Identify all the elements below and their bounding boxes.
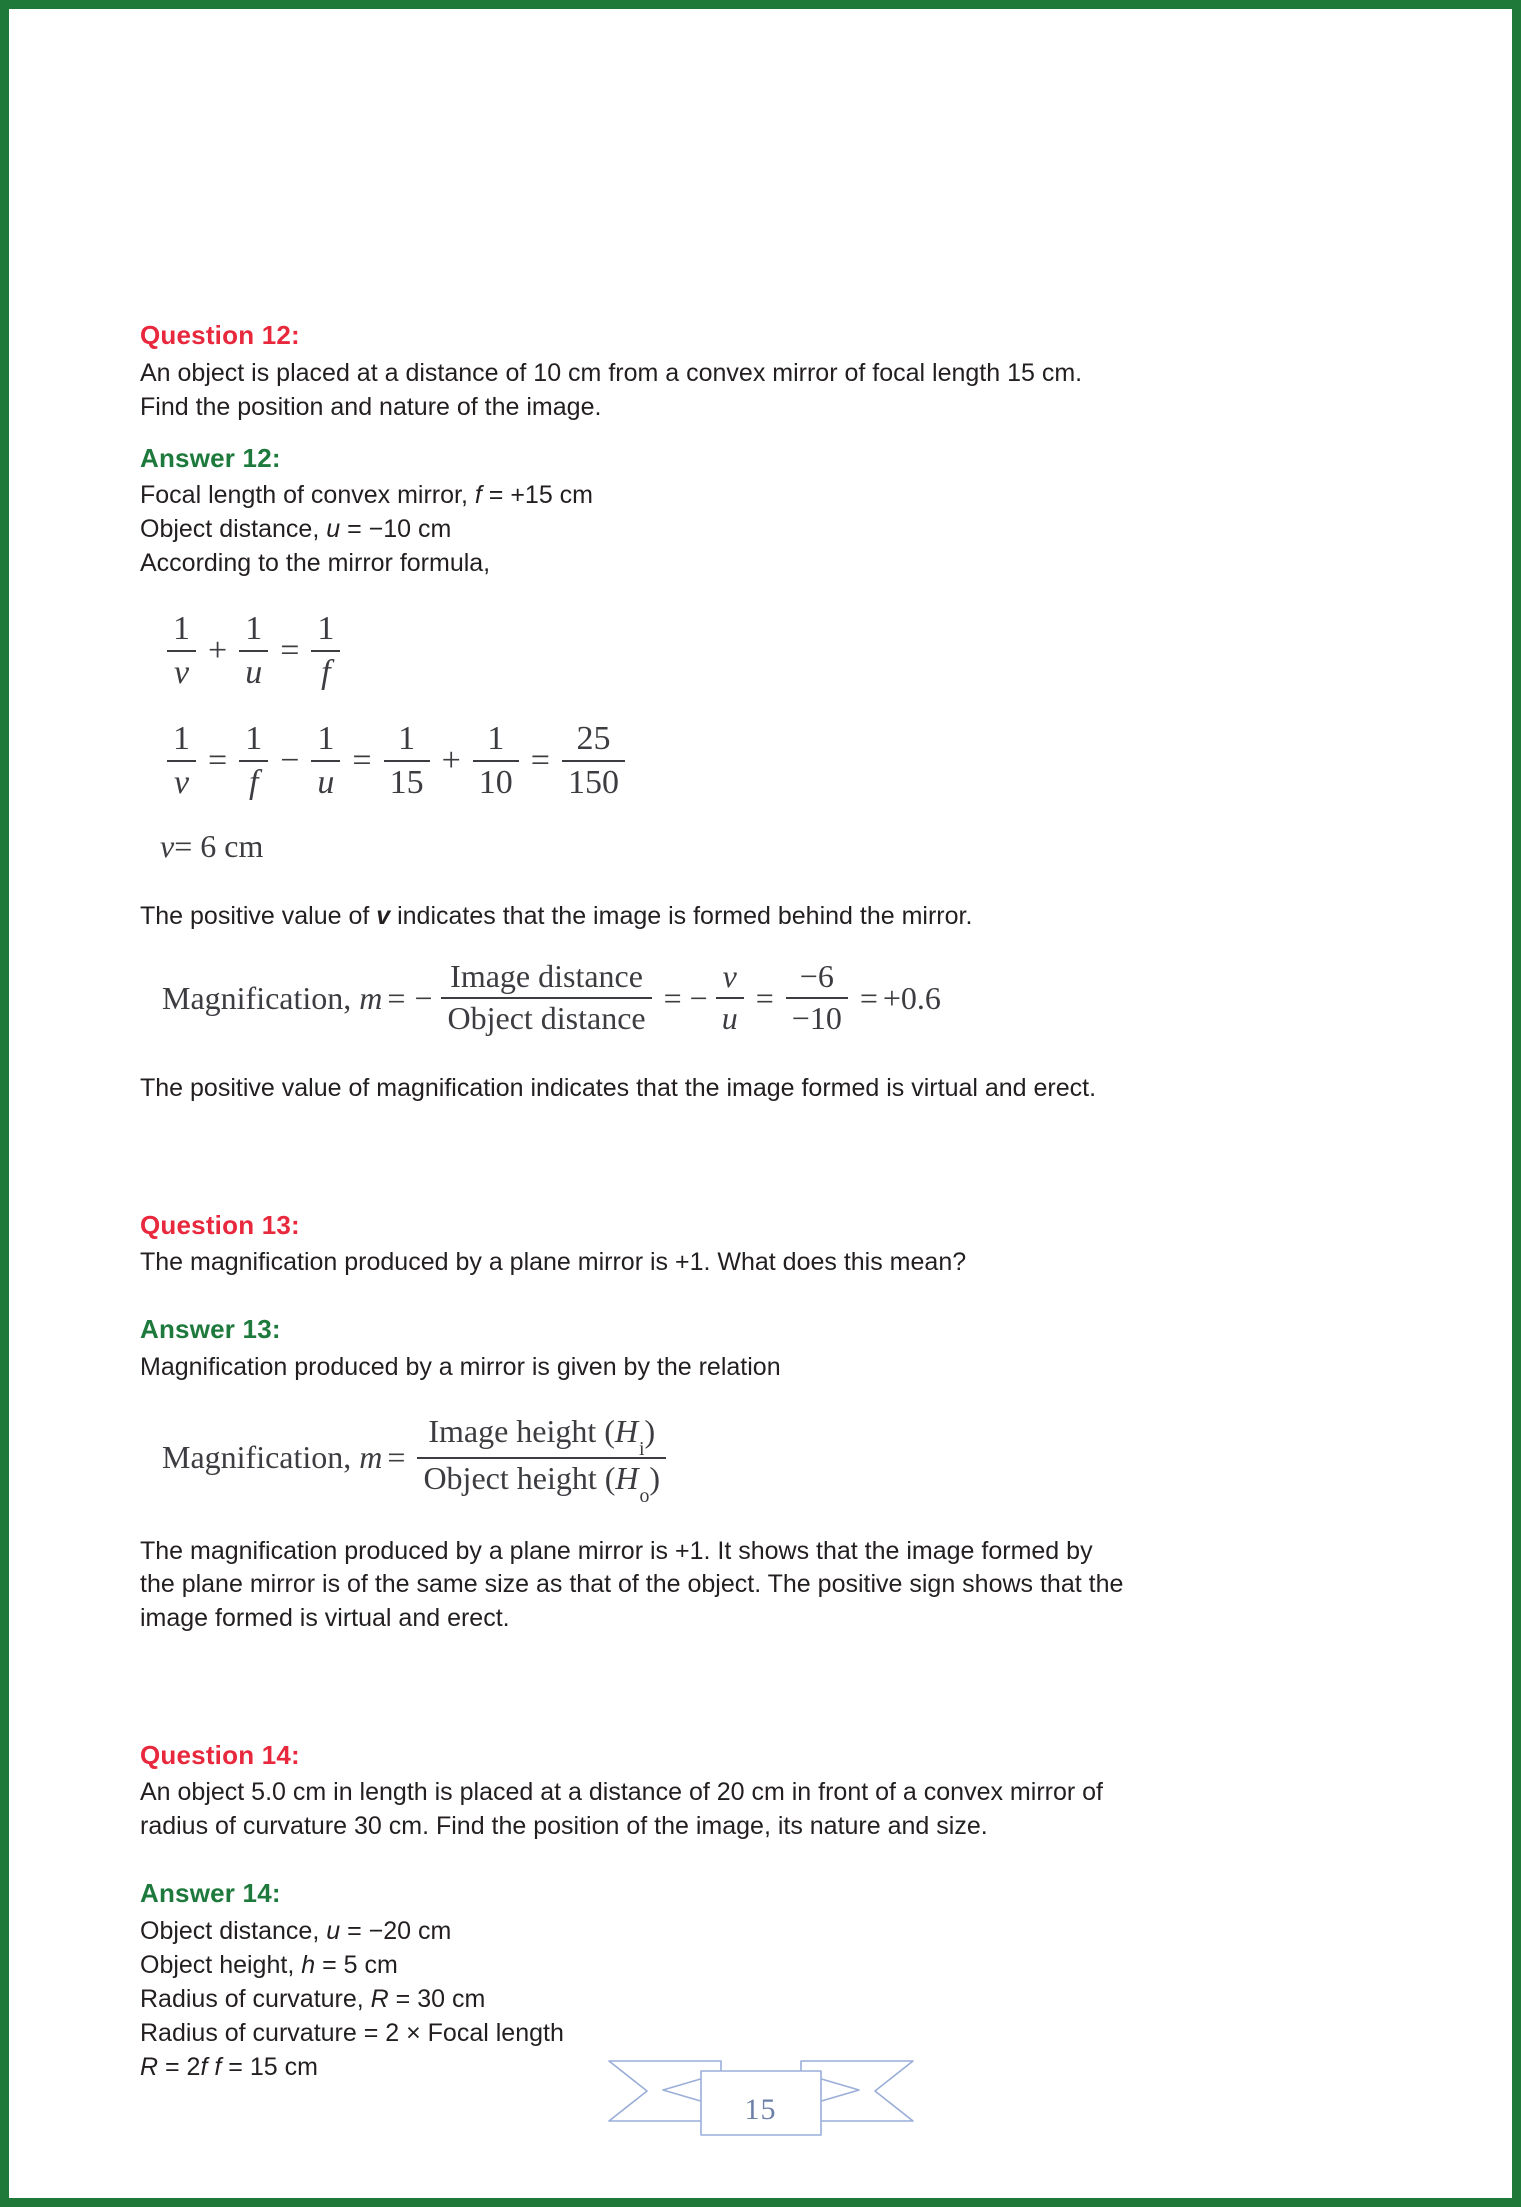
mirror-formula-substitution: [160, 720, 1405, 802]
radius-value: = 30 cm: [388, 1984, 486, 2013]
answer-13-intro: Magnification produced by a mirror is given by the relation: [140, 1352, 781, 1381]
equals-operator-3: =: [530, 742, 550, 780]
question-12-text-line-1: An object is placed at a distance of 10 cm from a convex mirror of focal length 15 cm.: [140, 358, 1083, 387]
focal-length-symbol: f: [200, 2052, 208, 2081]
spacer-between-questions: [140, 1105, 1405, 1209]
fraction-one-over-f: [239, 720, 268, 802]
equals-operator-2: =: [352, 742, 372, 780]
fraction-bar: [473, 760, 519, 762]
fraction-minus6-over-minus10: [786, 959, 848, 1037]
object-distance-label: Object distance,: [140, 515, 327, 543]
denominator: Object height $(H_o)$: [423, 1459, 661, 1507]
statement-prefix: The positive value of: [140, 902, 377, 931]
object-height-symbol: h: [301, 1950, 316, 1979]
magnification-symbol: m: [359, 1439, 383, 1476]
fraction-one-over-10: [473, 720, 519, 802]
numerator: Image height $(H_i)$: [428, 1412, 656, 1461]
equals-operator: =: [208, 742, 228, 780]
answer-14-object-distance-line: [140, 1914, 1405, 1948]
denominator: u: [317, 764, 335, 802]
equals-operator-4: =: [859, 979, 878, 1016]
answer-14-radius-relation: Radius of curvature = 2 × Focal length: [140, 2018, 564, 2047]
spacer: [140, 1843, 1405, 1877]
fraction-v-over-u: [716, 959, 744, 1037]
statement-suffix: indicates that the image is formed behind the mirror.: [390, 902, 973, 931]
fraction-one-over-f: [311, 610, 340, 692]
denominator: f: [321, 654, 331, 692]
denominator: f: [248, 764, 259, 802]
numerator: 1: [173, 610, 190, 647]
spacer-between-questions: [140, 1635, 1405, 1739]
question-13-text: The magnification produced by a plane mirror is +1. What does this mean?: [140, 1248, 967, 1277]
numerator: 1: [173, 720, 190, 758]
spacer: [140, 424, 1405, 442]
result-variable: v: [160, 828, 175, 865]
negative-sign: −: [414, 979, 433, 1016]
equals-operator: =: [280, 632, 300, 670]
page-number: 15: [744, 2093, 777, 2126]
magnification-label: Magnification,: [162, 1439, 352, 1476]
numerator: Image distance: [450, 958, 643, 995]
object-distance-symbol: u: [326, 515, 341, 543]
minus-operator: −: [280, 742, 300, 780]
spacer: [140, 1279, 1405, 1313]
ribbon-banner: [601, 2043, 921, 2143]
object-distance-label: Object distance,: [140, 1916, 327, 1945]
question-13-heading: Question 13:: [140, 1209, 300, 1240]
result-value: = 6 cm: [174, 828, 264, 865]
denominator: Object distance: [447, 1000, 646, 1037]
numerator: 1: [245, 610, 263, 647]
focal-length-label: Focal length of convex mirror,: [140, 481, 475, 509]
numerator: 1: [398, 720, 416, 758]
relation-equals: = 2: [158, 2052, 201, 2081]
fraction-one-over-u: [239, 610, 268, 692]
question-14-text-line-2: radius of curvature 30 cm. Find the position of the image, its nature and size.: [140, 1812, 988, 1841]
fraction-bar: [384, 760, 430, 762]
fraction-bar: [716, 997, 744, 999]
fraction-bar: [311, 650, 340, 652]
fraction-one-over-15: [384, 720, 430, 802]
fraction-bar: [311, 760, 340, 762]
variable-v: v: [376, 902, 391, 931]
numerator: v: [722, 958, 737, 995]
fraction-image-over-object-distance: [441, 959, 651, 1037]
answer-12-focal-length-line: [140, 478, 1405, 512]
radius-label: Radius of curvature,: [140, 1984, 371, 2013]
answer-13-closing-line-3: image formed is virtual and erect.: [140, 1603, 510, 1632]
numerator: 1: [317, 610, 335, 647]
denominator: −10: [791, 1000, 842, 1037]
plus-operator: +: [441, 742, 461, 780]
answer-13-closing-line-2: the plane mirror is of the same size as that of the object. The positive sign shows that the: [140, 1570, 1124, 1599]
denominator: v: [173, 764, 190, 802]
answer-14-object-height-line: [140, 1948, 1405, 1982]
fraction-one-over-v: [167, 610, 196, 692]
answer-14-radius-line: [140, 1982, 1405, 2016]
image-height-symbol: H: [614, 1412, 639, 1449]
answer-12-block: [140, 442, 1405, 1105]
magnification-label: Magnification,: [162, 979, 352, 1016]
answer-12-heading: Answer 12:: [140, 442, 281, 473]
denominator: 15: [389, 764, 424, 802]
radius-symbol: R: [140, 2052, 159, 2081]
denominator: u: [245, 654, 263, 692]
page-content: [140, 319, 1405, 2084]
equals-operator: =: [387, 1439, 406, 1476]
negative-sign-2: −: [689, 979, 708, 1016]
question-13-block: [140, 1209, 1405, 1280]
fraction-bar: [167, 650, 196, 652]
fraction-bar: [239, 760, 268, 762]
denominator: u: [721, 1000, 738, 1037]
image-distance-result: [160, 828, 1405, 865]
fraction-25-over-150: [562, 720, 625, 802]
fraction-one-over-v: [167, 720, 196, 802]
object-height-value: = 5 cm: [315, 1950, 398, 1979]
mirror-formula-equation: [160, 610, 1405, 692]
answer-13-closing-line-1: The magnification produced by a plane mirror is +1. It shows that the image formed by: [140, 1537, 1093, 1566]
equals-operator-2: =: [663, 979, 682, 1016]
numerator: 1: [245, 720, 263, 758]
object-height-subscript: o: [639, 1484, 650, 1507]
numerator: 1: [487, 720, 505, 758]
object-height-symbol: H: [615, 1459, 639, 1496]
equals-operator-3: =: [755, 979, 774, 1016]
spacer: [140, 865, 1405, 899]
answer-12-positive-v-statement: [140, 899, 1405, 933]
focal-length-symbol: f: [474, 481, 482, 509]
denominator: 10: [478, 764, 513, 802]
answer-13-block: [140, 1313, 1405, 1634]
fraction-one-over-u: [311, 720, 340, 802]
question-14-text-line-1: An object 5.0 cm in length is placed at a distance of 20 cm in front of a convex mirror of: [140, 1778, 1103, 1807]
equals-operator: =: [387, 979, 406, 1016]
answer-12-mirror-formula-intro: According to the mirror formula,: [140, 549, 491, 577]
spacer: [140, 1037, 1405, 1071]
question-12-block: [140, 319, 1405, 424]
fraction-bar: [441, 997, 651, 999]
spacer: [140, 1501, 1405, 1535]
numerator: −6: [799, 958, 834, 995]
question-14-block: [140, 1739, 1405, 1844]
plus-operator: +: [208, 632, 228, 670]
fraction-bar: [417, 1457, 666, 1459]
magnification-equation-q12: [162, 959, 1405, 1037]
object-height-label: Object height,: [140, 1950, 302, 1979]
fraction-bar: [239, 650, 268, 652]
question-14-heading: Question 14:: [140, 1739, 300, 1770]
object-distance-symbol: u: [326, 1916, 341, 1945]
focal-length-symbol-2: f: [214, 2052, 222, 2081]
question-12-heading: Question 12:: [140, 320, 300, 350]
object-height-label: Object height: [423, 1459, 597, 1496]
object-distance-value: = −20 cm: [340, 1916, 452, 1945]
radius-symbol: R: [370, 1984, 389, 2013]
answer-12-closing-statement: The positive value of magnification indicates that the image formed is virtual and erect.: [140, 1073, 1097, 1102]
page-footer: [9, 2043, 1512, 2143]
focal-length-value: = 15 cm: [221, 2052, 318, 2081]
numerator: 1: [317, 720, 335, 758]
fraction-bar: [786, 997, 848, 999]
answer-13-heading: Answer 13:: [140, 1314, 281, 1345]
numerator: 25: [576, 720, 611, 758]
focal-length-value: = +15 cm: [481, 481, 593, 509]
answer-12-object-distance-line: [140, 512, 1405, 546]
magnification-value: +0.6: [882, 979, 941, 1016]
denominator: 150: [567, 764, 619, 802]
magnification-equation-q13: [162, 1412, 1405, 1507]
answer-14-heading: Answer 14:: [140, 1878, 281, 1909]
image-height-label: Image height: [428, 1412, 597, 1449]
denominator: v: [173, 654, 190, 692]
magnification-symbol: m: [359, 979, 383, 1016]
fraction-bar: [167, 760, 196, 762]
fraction-image-over-object-height: [417, 1412, 666, 1507]
question-12-text-line-2: Find the position and nature of the image.: [140, 392, 602, 421]
fraction-bar: [562, 760, 625, 762]
image-height-subscript: i: [639, 1438, 645, 1461]
object-distance-value: = −10 cm: [340, 515, 452, 543]
